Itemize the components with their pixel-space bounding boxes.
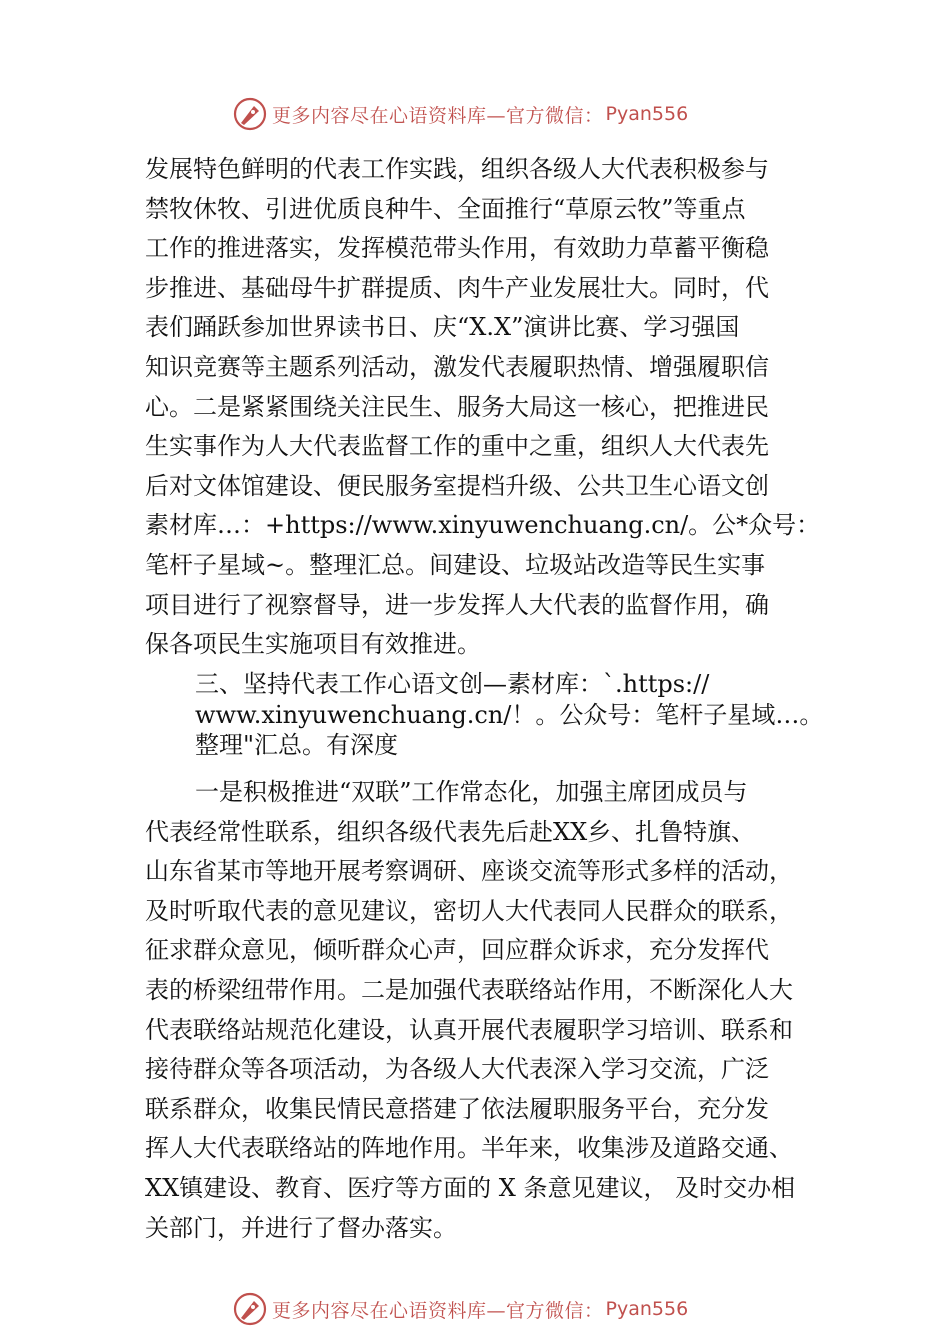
heading-line: 三、坚持代表工作心语文创—素材库：`.https:// <box>195 669 710 698</box>
text-line: 表们踊跃参加世界读书日、庆“X.X”演讲比赛、学习强国 <box>145 313 740 342</box>
heading-line: www.xinyuwenchuang.cn/！。公众号：笔杆子星域…。 <box>195 700 824 729</box>
banner-wechat-id: Pyan556 <box>605 103 689 125</box>
paragraph-2 <box>145 773 835 1248</box>
text-line: 心。二是紧紧围绕关注民生、服务大局这一核心，把推进民 <box>145 392 769 421</box>
text-line: 发展特色鲜明的代表工作实践，组织各级人大代表积极参与 <box>145 155 769 183</box>
text-line: 一是积极推进“双联”工作常态化，加强主席团成员与 <box>195 778 748 807</box>
paragraph-1 <box>145 150 835 665</box>
text-line: 联系群众，收集民情民意搭建了依法履职服务平台，充分发 <box>145 1094 769 1123</box>
text-line: 项目进行了视察督导，进一步发挥人大代表的监督作用，确 <box>145 590 769 619</box>
text-line: 征求群众意见，倾听群众心声，回应群众诉求，充分发挥代 <box>145 936 769 965</box>
text-line: 关部门，并进行了督办落实。 <box>145 1213 457 1242</box>
text-line: 知识竞赛等主题系列活动，激发代表履职热情、增强履职信 <box>145 352 769 381</box>
text-line: 保各项民生实施项目有效推进。 <box>145 630 481 659</box>
header-banner <box>232 96 688 132</box>
text-line: XX镇建设、教育、医疗等方面的 X 条意见建议， 及时交办相 <box>145 1174 796 1203</box>
banner-text: 更多内容尽在心语资料库—官方微信： <box>272 1299 604 1322</box>
text-line: 生实事作为人大代表监督工作的重中之重，组织人大代表先 <box>145 432 769 461</box>
pen-nib-logo-icon <box>232 1291 268 1327</box>
text-line: 禁牧休牧、引进优质良种牛、全面推行“草原云牧”等重点 <box>145 194 746 223</box>
section-heading-3 <box>145 669 835 761</box>
text-line: 步推进、基础母牛扩群提质、肉牛产业发展壮大。同时，代 <box>145 273 769 302</box>
text-line: 后对文体馆建设、便民服务室提档升级、公共卫生心语文创 <box>145 471 769 500</box>
text-line: 代表联络站规范化建设，认真开展代表履职学习培训、联系和 <box>145 1015 793 1044</box>
text-line: 及时听取代表的意见建议，密切人大代表同人民群众的联系， <box>145 896 793 925</box>
text-line: 表的桥梁纽带作用。二是加强代表联络站作用，不断深化人大 <box>145 976 793 1005</box>
text-line: 工作的推进落实，发挥模范带头作用，有效助力草蓄平衡稳 <box>145 234 769 263</box>
footer-banner <box>232 1291 688 1327</box>
banner-wechat-id: Pyan556 <box>605 1298 689 1320</box>
text-line: 代表经常性联系，组织各级代表先后赴XX乡、扎鲁特旗、 <box>145 817 756 846</box>
text-line: 接待群众等各项活动，为各级人大代表深入学习交流，广泛 <box>145 1055 769 1084</box>
banner-text: 更多内容尽在心语资料库—官方微信： <box>272 104 604 127</box>
pen-nib-logo-icon <box>232 96 268 132</box>
text-line: 挥人大代表联络站的阵地作用。半年来，收集涉及道路交通、 <box>145 1134 793 1163</box>
text-line: 素材库…：+https://www.xinyuwenchuang.cn/。公*众号： <box>145 511 821 540</box>
heading-line: 整理"汇总。有深度 <box>195 731 399 760</box>
document-body <box>145 150 835 1248</box>
text-line: 山东省某市等地开展考察调研、座谈交流等形式多样的活动， <box>145 857 793 886</box>
text-line: 笔杆子星域~。整理汇总。间建设、垃圾站改造等民生实事 <box>145 550 766 579</box>
